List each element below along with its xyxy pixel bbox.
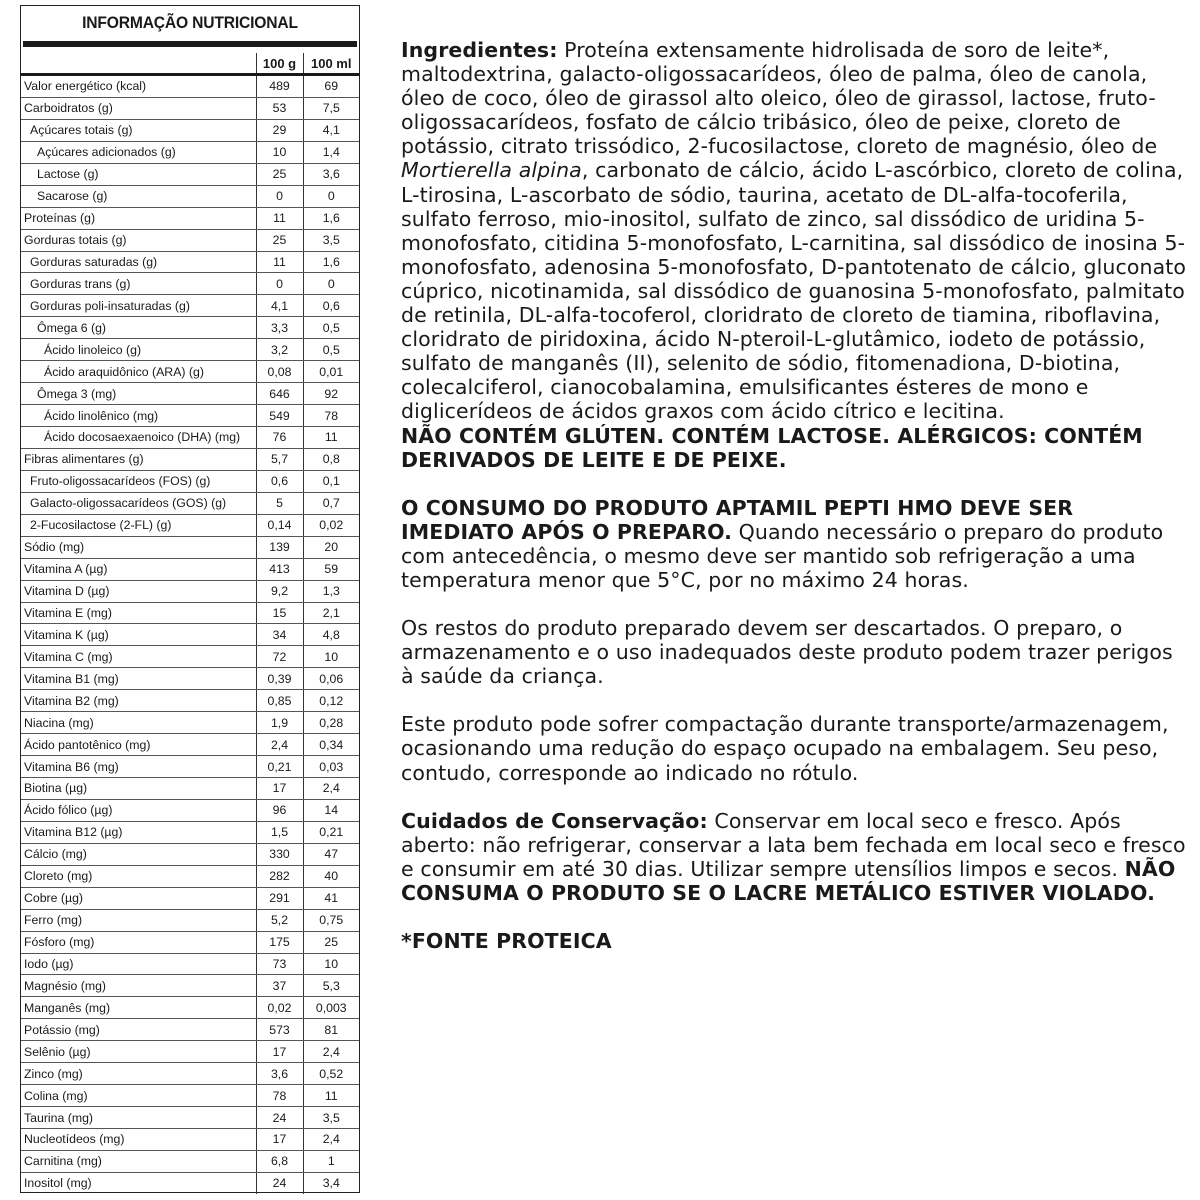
value-100g: 1,9	[256, 712, 303, 734]
nutrient-name: Cobre (µg)	[21, 887, 256, 909]
nutrition-row	[21, 251, 359, 273]
nutrition-row	[21, 1063, 359, 1085]
value-100ml: 0,5	[303, 339, 359, 361]
value-100ml: 11	[303, 427, 359, 449]
nutrition-row	[21, 1150, 359, 1172]
nutrition-row	[21, 756, 359, 778]
product-information	[401, 38, 1191, 953]
nutrition-row	[21, 624, 359, 646]
header-nutrient	[21, 53, 256, 75]
nutrient-name: Vitamina K (µg)	[21, 624, 256, 646]
nutrient-name: Nucleotídeos (mg)	[21, 1129, 256, 1151]
nutrient-name: Vitamina A (µg)	[21, 558, 256, 580]
value-100ml: 0,6	[303, 295, 359, 317]
nutrient-name: Potássio (mg)	[21, 1019, 256, 1041]
ingredients-label: Ingredientes:	[401, 38, 558, 62]
care-text: Conservar em local seco e fresco. Após aberto: não refrigerar, conservar a lata bem fechada em local seco e fresco e consumir em até 30 dias. Utilizar sempre utensílios limpos e secos.	[401, 808, 1186, 881]
nutrient-name: Manganês (mg)	[21, 997, 256, 1019]
nutrition-row	[21, 821, 359, 843]
value-100ml: 10	[303, 646, 359, 668]
value-100g: 139	[256, 536, 303, 558]
value-100ml: 1,3	[303, 580, 359, 602]
nutrition-row	[21, 602, 359, 624]
nutrient-name: Sódio (mg)	[21, 536, 256, 558]
value-100g: 175	[256, 931, 303, 953]
value-100ml: 0,12	[303, 690, 359, 712]
value-100g: 53	[256, 97, 303, 119]
value-100ml: 81	[303, 1019, 359, 1041]
nutrient-name: Vitamina B6 (mg)	[21, 756, 256, 778]
nutrition-row	[21, 141, 359, 163]
nutrient-name: Carboidratos (g)	[21, 97, 256, 119]
value-100ml: 1,6	[303, 251, 359, 273]
nutrient-name: Gorduras saturadas (g)	[21, 251, 256, 273]
nutrient-name: Carnitina (mg)	[21, 1150, 256, 1172]
nutrient-name: Cloreto (mg)	[21, 865, 256, 887]
nutrition-row	[21, 119, 359, 141]
nutrition-row	[21, 207, 359, 229]
nutrition-row	[21, 865, 359, 887]
nutrient-name: Açúcares adicionados (g)	[21, 141, 256, 163]
nutrient-name: Fruto-oligossacarídeos (FOS) (g)	[21, 470, 256, 492]
nutrient-name: Ácido fólico (µg)	[21, 799, 256, 821]
compaction-paragraph: Este produto pode sofrer compactação durante transporte/armazenagem, ocasionando uma redução do espaço ocupado na embalagem. Seu peso, contudo, corresponde ao indicado no rótulo.	[401, 712, 1169, 785]
value-100g: 2,4	[256, 734, 303, 756]
value-100ml: 78	[303, 405, 359, 427]
value-100ml: 2,4	[303, 1041, 359, 1063]
value-100ml: 0	[303, 185, 359, 207]
value-100ml: 4,1	[303, 119, 359, 141]
value-100ml: 0,5	[303, 317, 359, 339]
value-100ml: 0,7	[303, 492, 359, 514]
nutrient-name: Ácido docosaexaenoico (DHA) (mg)	[21, 427, 256, 449]
nutrition-row	[21, 712, 359, 734]
value-100ml: 47	[303, 843, 359, 865]
nutrition-row	[21, 734, 359, 756]
ingredients-italic: Mortierella alpina	[401, 158, 582, 183]
value-100g: 1,5	[256, 821, 303, 843]
nutrition-title: INFORMAÇÃO NUTRICIONAL	[82, 13, 298, 32]
value-100ml: 92	[303, 383, 359, 405]
consumption-paragraph	[401, 496, 1191, 592]
value-100g: 0,21	[256, 756, 303, 778]
value-100ml: 20	[303, 536, 359, 558]
value-100g: 646	[256, 383, 303, 405]
value-100g: 3,6	[256, 1063, 303, 1085]
value-100ml: 10	[303, 953, 359, 975]
nutrition-row	[21, 931, 359, 953]
nutrition-table	[21, 53, 359, 1194]
value-100g: 34	[256, 624, 303, 646]
value-100g: 5,2	[256, 909, 303, 931]
nutrition-row	[21, 295, 359, 317]
nutrient-name: Taurina (mg)	[21, 1107, 256, 1129]
value-100g: 413	[256, 558, 303, 580]
value-100ml: 0,28	[303, 712, 359, 734]
value-100g: 37	[256, 975, 303, 997]
value-100ml: 40	[303, 865, 359, 887]
value-100ml: 0,02	[303, 514, 359, 536]
nutrition-row	[21, 778, 359, 800]
nutrition-row	[21, 997, 359, 1019]
allergen-warning-text: NÃO CONTÉM GLÚTEN. CONTÉM LACTOSE. ALÉRGICOS: CONTÉM DERIVADOS DE LEITE E DE PEIXE.	[401, 423, 1143, 472]
nutrient-name: Ácido linolênico (mg)	[21, 405, 256, 427]
value-100ml: 0,03	[303, 756, 359, 778]
nutrient-name: Gorduras trans (g)	[21, 273, 256, 295]
value-100g: 76	[256, 427, 303, 449]
nutrition-row	[21, 536, 359, 558]
nutrient-name: Vitamina C (mg)	[21, 646, 256, 668]
nutrient-name: Vitamina E (mg)	[21, 602, 256, 624]
value-100g: 0	[256, 273, 303, 295]
value-100ml: 41	[303, 887, 359, 909]
title-divider	[23, 41, 357, 47]
nutrition-row	[21, 405, 359, 427]
nutrient-name: Ácido araquidônico (ARA) (g)	[21, 361, 256, 383]
value-100g: 489	[256, 75, 303, 98]
value-100ml: 2,4	[303, 778, 359, 800]
nutrient-name: Vitamina B2 (mg)	[21, 690, 256, 712]
nutrition-row	[21, 799, 359, 821]
nutrition-row	[21, 909, 359, 931]
value-100g: 291	[256, 887, 303, 909]
value-100g: 4,1	[256, 295, 303, 317]
nutrition-row	[21, 339, 359, 361]
care-label: Cuidados de Conservação:	[401, 808, 708, 833]
nutrition-row	[21, 887, 359, 909]
nutrition-row	[21, 668, 359, 690]
leftovers-paragraph: Os restos do produto preparado devem ser descartados. O preparo, o armazenamento e o uso inadequados deste produto podem trazer perigos à saúde da criança.	[401, 616, 1173, 689]
value-100ml: 5,3	[303, 975, 359, 997]
value-100ml: 0,8	[303, 448, 359, 470]
nutrition-row	[21, 1085, 359, 1107]
nutrition-row	[21, 185, 359, 207]
value-100g: 0,6	[256, 470, 303, 492]
nutrient-name: Sacarose (g)	[21, 185, 256, 207]
nutrient-name: Inositol (mg)	[24, 1176, 92, 1191]
ingredients-text-1: Proteína extensamente hidrolisada de soro de leite*, maltodextrina, galacto-oligossacarídeos, óleo de palma, óleo de canola, óleo de coco, óleo de girassol alto oleico, óleo de girassol, lactose, fruto-oligossacarídeos, fosfato de cálcio tribásico, óleo de peixe, cloreto de potássio, citrato trissódico, 2-fucosilactose, cloreto de magnésio, óleo de	[401, 38, 1158, 159]
value-100ml: 0,34	[303, 734, 359, 756]
nutrient-name: Ferro (mg)	[21, 909, 256, 931]
nutrient-name: Vitamina B12 (µg)	[21, 821, 256, 843]
value-100g: 573	[256, 1019, 303, 1041]
nutrient-name: Ácido pantotênico (mg)	[21, 734, 256, 756]
value-100g: 0,39	[256, 668, 303, 690]
nutrient-name: Iodo (µg)	[21, 953, 256, 975]
value-100g: 73	[256, 953, 303, 975]
value-100ml: 14	[303, 799, 359, 821]
nutrient-name: Fósforo (mg)	[21, 931, 256, 953]
nutrient-name: Proteínas (g)	[21, 207, 256, 229]
value-100ml: 1,4	[303, 141, 359, 163]
nutrition-row	[21, 1129, 359, 1151]
nutrition-row	[21, 317, 359, 339]
nutrition-row	[21, 470, 359, 492]
nutrition-row	[21, 646, 359, 668]
nutrition-row	[21, 843, 359, 865]
value-100g: 6,8	[256, 1150, 303, 1172]
nutrition-row	[21, 1107, 359, 1129]
nutrient-name: Gorduras poli-insaturadas (g)	[21, 295, 256, 317]
nutrition-row	[21, 448, 359, 470]
protein-source-note	[401, 929, 1191, 953]
value-100g: 0,14	[256, 514, 303, 536]
value-100ml: 0,21	[303, 821, 359, 843]
value-100g: 330	[256, 843, 303, 865]
nutrient-name: Selênio (µg)	[21, 1041, 256, 1063]
nutrition-row	[21, 690, 359, 712]
value-100g: 5,7	[256, 448, 303, 470]
nutrition-row	[21, 514, 359, 536]
nutrient-name: Fibras alimentares (g)	[21, 448, 256, 470]
value-100ml: 59	[303, 558, 359, 580]
value-100ml: 2,4	[303, 1129, 359, 1151]
care-bold: NÃO CONSUMA O PRODUTO SE O LACRE METÁLICO ESTIVER VIOLADO.	[401, 856, 1176, 905]
value-100ml: 3,5	[303, 229, 359, 251]
value-100g: 29	[256, 119, 303, 141]
value-100g: 25	[256, 229, 303, 251]
value-100g: 24	[256, 1107, 303, 1129]
value-100g: 282	[256, 865, 303, 887]
value-100g: 3,3	[256, 317, 303, 339]
nutrient-name: Vitamina B1 (mg)	[21, 668, 256, 690]
nutrient-name: Colina (mg)	[21, 1085, 256, 1107]
nutrient-name: Valor energético (kcal)	[21, 75, 256, 98]
nutrient-name: Galacto-oligossacarídeos (GOS) (g)	[21, 492, 256, 514]
nutrition-row	[21, 427, 359, 449]
value-100g: 11	[256, 251, 303, 273]
value-100ml: 69	[303, 75, 359, 98]
value-100g: 15	[256, 602, 303, 624]
consumption-bold: O CONSUMO DO PRODUTO APTAMIL PEPTI HMO DEVE SER IMEDIATO APÓS O PREPARO.	[401, 495, 1074, 544]
value-100ml: 0,003	[303, 997, 359, 1019]
value-100g: 0	[256, 185, 303, 207]
value-100g: 0,85	[256, 690, 303, 712]
value-100g: 11	[256, 207, 303, 229]
nutrition-row	[21, 97, 359, 119]
nutrient-name: Ômega 3 (mg)	[21, 383, 256, 405]
value-100ml: 3,4	[303, 1172, 359, 1193]
nutrient-name: Magnésio (mg)	[21, 975, 256, 997]
nutrition-row	[21, 75, 359, 98]
value-100g: 17	[256, 1041, 303, 1063]
nutrition-row	[21, 229, 359, 251]
nutrition-row	[21, 1041, 359, 1063]
nutrition-row	[21, 975, 359, 997]
nutrient-name: Vitamina D (µg)	[21, 580, 256, 602]
value-100ml: 0,52	[303, 1063, 359, 1085]
value-100ml: 7,5	[303, 97, 359, 119]
allergen-warning	[401, 424, 1191, 472]
nutrient-name: Ômega 6 (g)	[21, 317, 256, 339]
ingredients-paragraph	[401, 38, 1191, 424]
value-100ml: 0,06	[303, 668, 359, 690]
value-100g: 0,08	[256, 361, 303, 383]
value-100g: 17	[256, 1129, 303, 1151]
nutrient-name: Zinco (mg)	[21, 1063, 256, 1085]
header-100ml: 100 ml	[303, 53, 359, 75]
value-100ml: 1	[303, 1150, 359, 1172]
nutrition-row	[21, 163, 359, 185]
value-100ml: 11	[303, 1085, 359, 1107]
nutrition-row	[21, 273, 359, 295]
value-100ml: 3,5	[303, 1107, 359, 1129]
value-100ml: 0	[303, 273, 359, 295]
nutrient-name: Gorduras totais (g)	[21, 229, 256, 251]
value-100ml: 0,01	[303, 361, 359, 383]
value-100g: 9,2	[256, 580, 303, 602]
nutrition-row	[21, 580, 359, 602]
protein-source-text: *FONTE PROTEICA	[401, 929, 612, 953]
value-100g: 72	[256, 646, 303, 668]
nutrition-facts-panel	[20, 5, 360, 1193]
header-100g: 100 g	[256, 53, 303, 75]
nutrient-name: Biotina (µg)	[21, 778, 256, 800]
value-100ml: 2,1	[303, 602, 359, 624]
nutrient-name: Cálcio (mg)	[21, 843, 256, 865]
value-100ml: 3,6	[303, 163, 359, 185]
consumption-text: Quando necessário o preparo do produto com antecedência, o mesmo deve ser mantido sob refrigeração a uma temperatura menor que 5°C, por no máximo 24 horas.	[401, 519, 1164, 592]
nutrition-row	[21, 361, 359, 383]
value-100g: 0,02	[256, 997, 303, 1019]
value-100g: 25	[256, 163, 303, 185]
nutrition-rows	[21, 75, 359, 1194]
nutrient-name: Niacina (mg)	[21, 712, 256, 734]
value-100g: 78	[256, 1085, 303, 1107]
ingredients-text-2: , carbonato de cálcio, ácido L-ascórbico, cloreto de colina, L-tirosina, L-ascorbato de sódio, taurina, acetato de DL-alfa-tocoferila, sulfato ferroso, mio-inositol, sulfato de zinco, sal dissódico de uridina 5-monofosfato, citidina 5-monofosfato, L-carnitina, sal dissódico de inosina 5-monofosfato, adenosina 5-monofosfato, D-pantotenato de cálcio, gluconato cúprico, nicotinamida, sal dissódico de guanosina 5-monofosfato, palmitato de retinila, DL-alfa-tocoferol, cloridrato de cloreto de tiamina, riboflavina, cloridrato de piridoxina, ácido N-pteroil-L-glutâmico, iodeto de potássio, sulfato de manganês (II), selenito de sódio, fitomenadiona, D-biotina, colecalciferol, cianocobalamina, emulsificantes ésteres de mono e diglicerídeos de ácidos graxos com ácido cítrico e lecitina.	[401, 158, 1187, 424]
nutrient-name: Ácido linoleico (g)	[21, 339, 256, 361]
value-100g: 24	[256, 1172, 303, 1193]
nutrition-row	[21, 383, 359, 405]
nutrition-row	[21, 1019, 359, 1041]
value-100g: 96	[256, 799, 303, 821]
nutrient-name: Açúcares totais (g)	[21, 119, 256, 141]
value-100g: 549	[256, 405, 303, 427]
value-100g: 5	[256, 492, 303, 514]
nutrition-row	[21, 1172, 359, 1193]
nutrient-name: 2-Fucosilactose (2-FL) (g)	[21, 514, 256, 536]
nutrient-name: Lactose (g)	[21, 163, 256, 185]
care-paragraph	[401, 809, 1191, 905]
nutrition-row	[21, 492, 359, 514]
value-100g: 17	[256, 778, 303, 800]
nutrition-row	[21, 953, 359, 975]
value-100ml: 0,75	[303, 909, 359, 931]
value-100g: 3,2	[256, 339, 303, 361]
value-100ml: 4,8	[303, 624, 359, 646]
nutrition-row	[21, 558, 359, 580]
value-100g: 10	[256, 141, 303, 163]
value-100ml: 0,1	[303, 470, 359, 492]
value-100ml: 1,6	[303, 207, 359, 229]
nutrition-header-row	[21, 53, 359, 75]
value-100ml: 25	[303, 931, 359, 953]
